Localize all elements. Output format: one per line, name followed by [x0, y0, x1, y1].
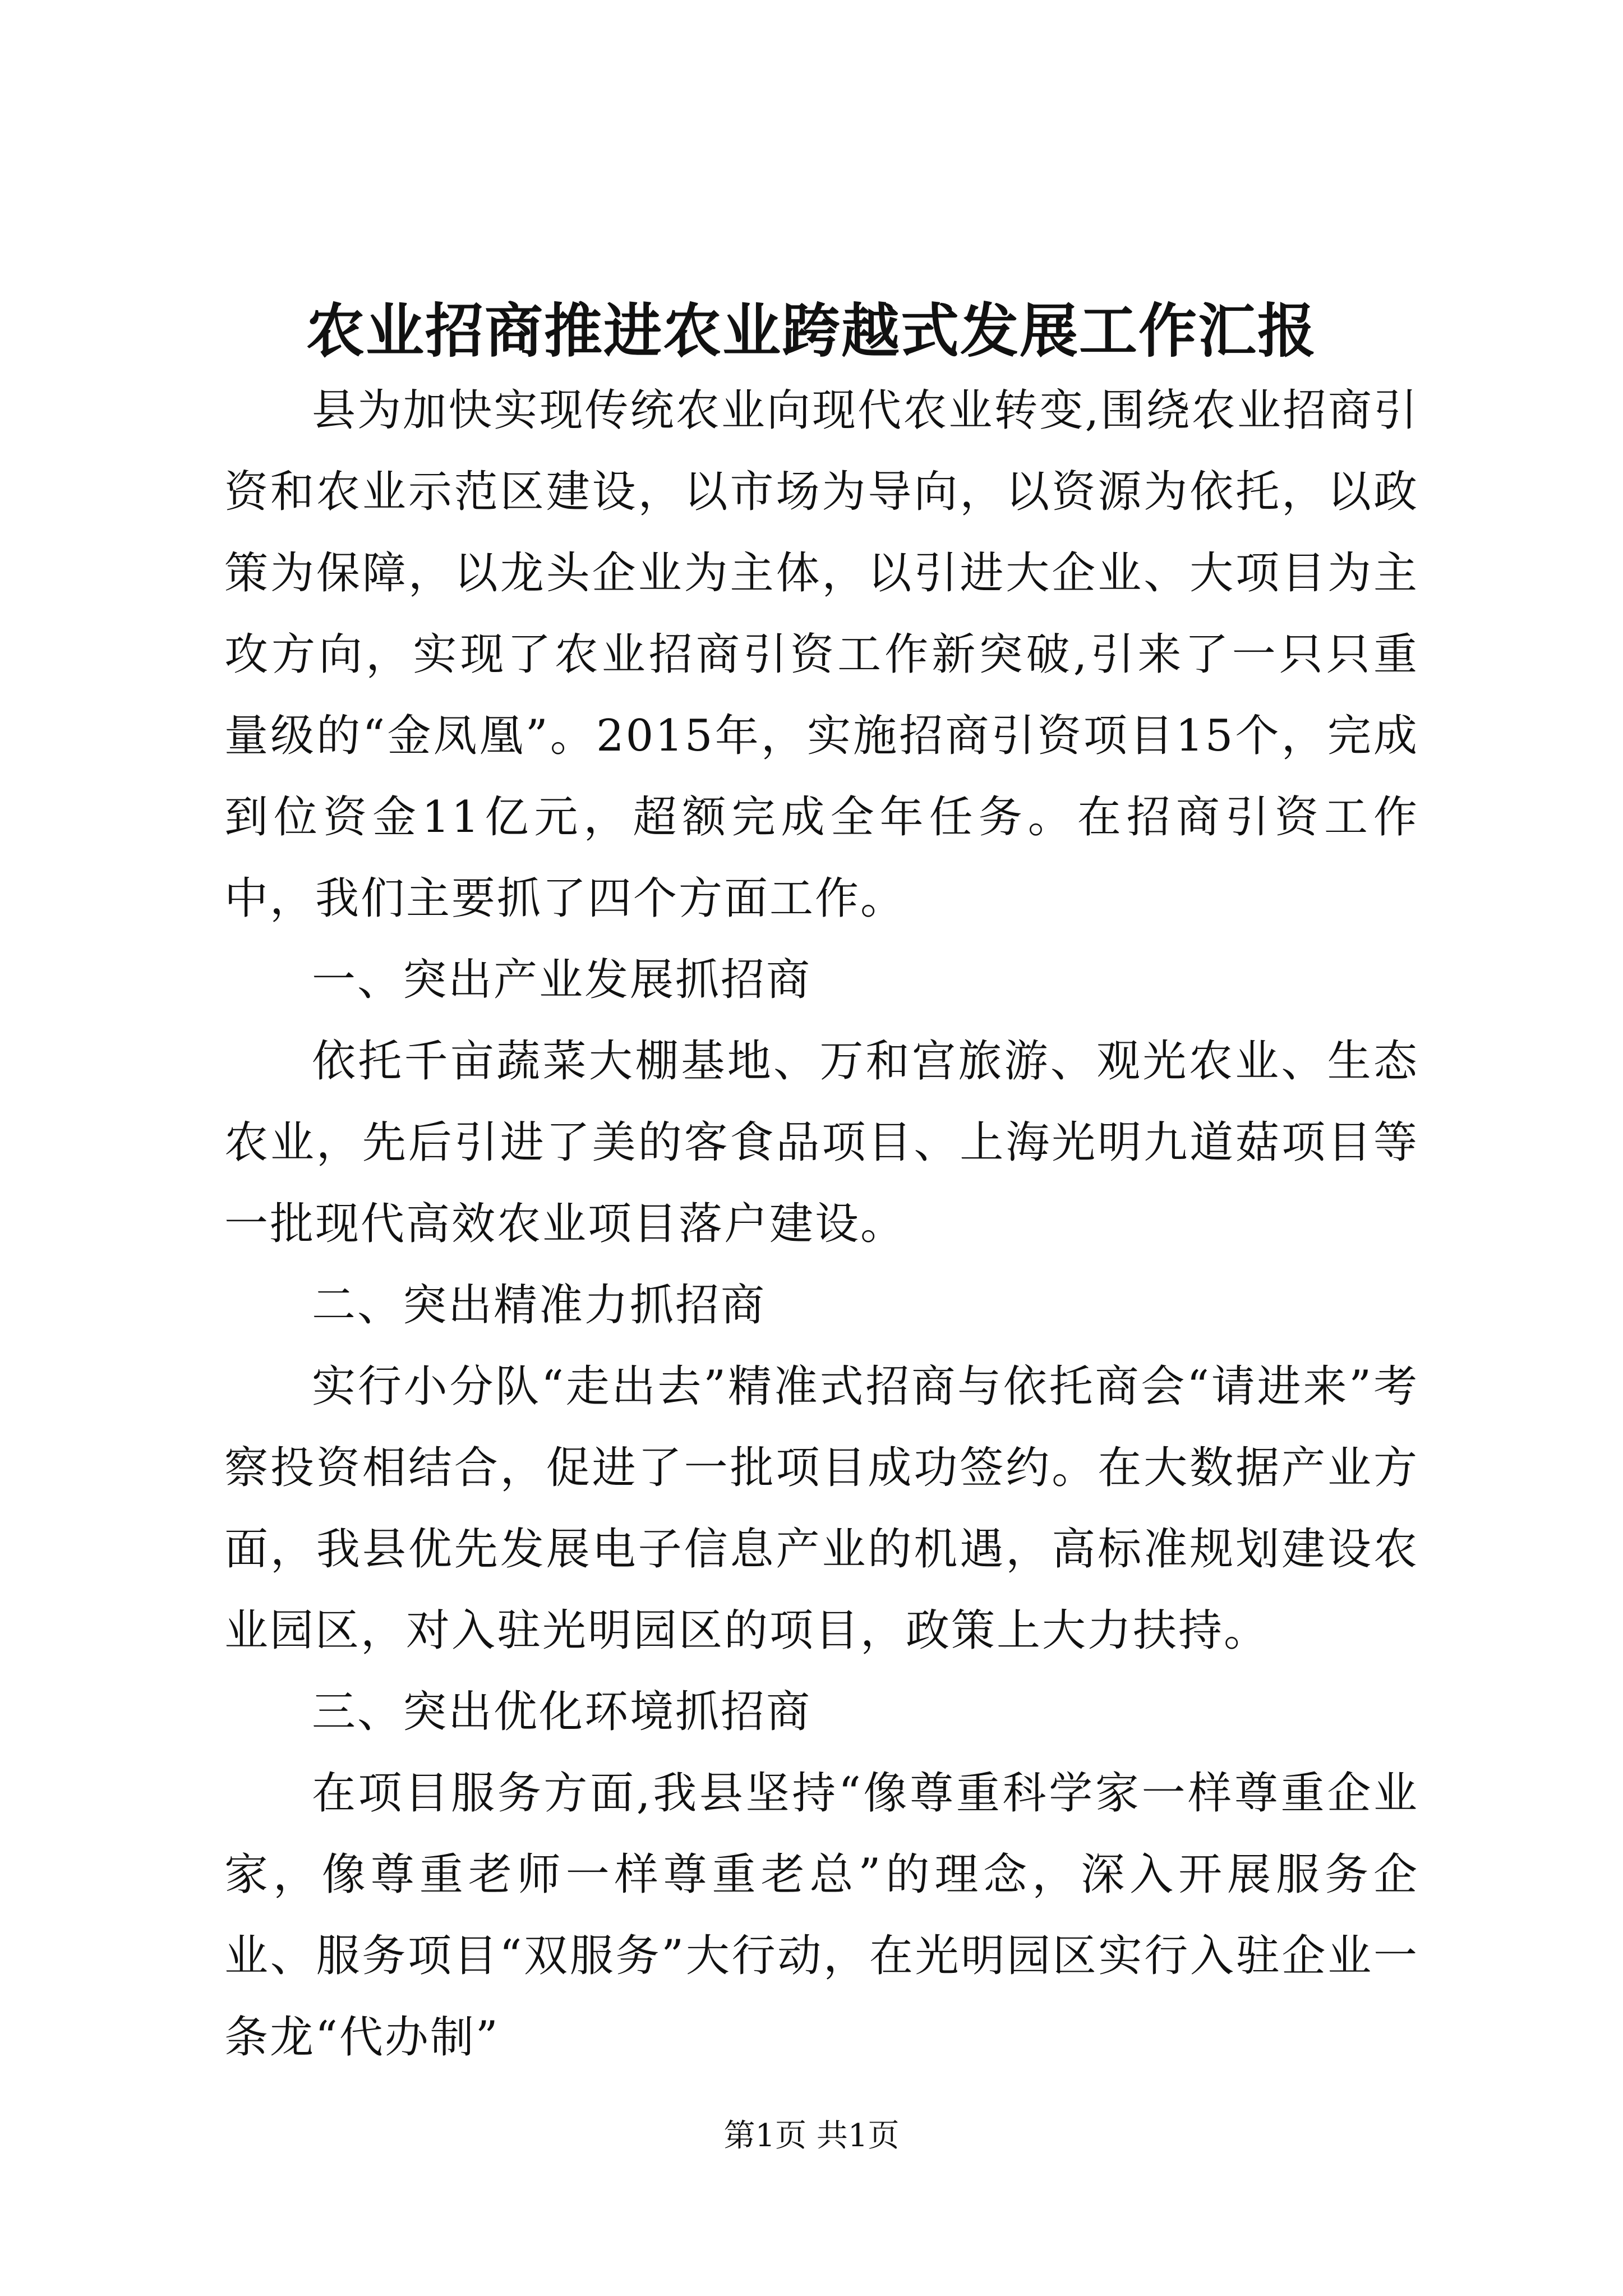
section-paragraph-2: 实行小分队“走出去”精准式招商与依托商会“请进来”考察投资相结合，促进了一批项目成功签约。在大数据产业方面，我县优先发展电子信息产业的机遇，高标准规划建设农业园区，对入驻光明园区的项目，政策上大力扶持。 — [224, 1361, 1419, 1656]
section-paragraph-3: 在项目服务方面,我县坚持“像尊重科学家一样尊重企业家，像尊重老师一样尊重老总”的理念，深入开展服务企业、服务项目“双服务”大行动，在光明园区实行入驻企业一条龙“代办制” — [224, 1768, 1419, 2063]
section-heading-2: 二、突出精准力抓招商 — [312, 1280, 767, 1331]
document-title: 农业招商推进农业跨越式发展工作汇报 — [306, 296, 1317, 365]
section-heading-1: 一、突出产业发展抓招商 — [312, 955, 812, 1005]
document-body — [224, 370, 1419, 2078]
section-paragraph-1: 依托千亩蔬菜大棚基地、万和宫旅游、观光农业、生态农业，先后引进了美的客食品项目、上海光明九道菇项目等一批现代高效农业项目落户建设。 — [224, 1036, 1419, 1249]
page-number-footer: 第1页 共1页 — [723, 2118, 900, 2154]
intro-paragraph: 县为加快实现传统农业向现代农业转变,围绕农业招商引资和农业示范区建设，以市场为导向，以资源为依托，以政策为保障，以龙头企业为主体，以引进大企业、大项目为主攻方向，实现了农业招商引资工作新突破,引来了一只只重量级的“金凤凰”。2015年，实施招商引资项目15个，完成到位资金11亿元，超额完成全年任务。在招商引资工作中，我们主要抓了四个方面工作。 — [224, 385, 1419, 924]
section-heading-3: 三、突出优化环境抓招商 — [312, 1687, 812, 1737]
